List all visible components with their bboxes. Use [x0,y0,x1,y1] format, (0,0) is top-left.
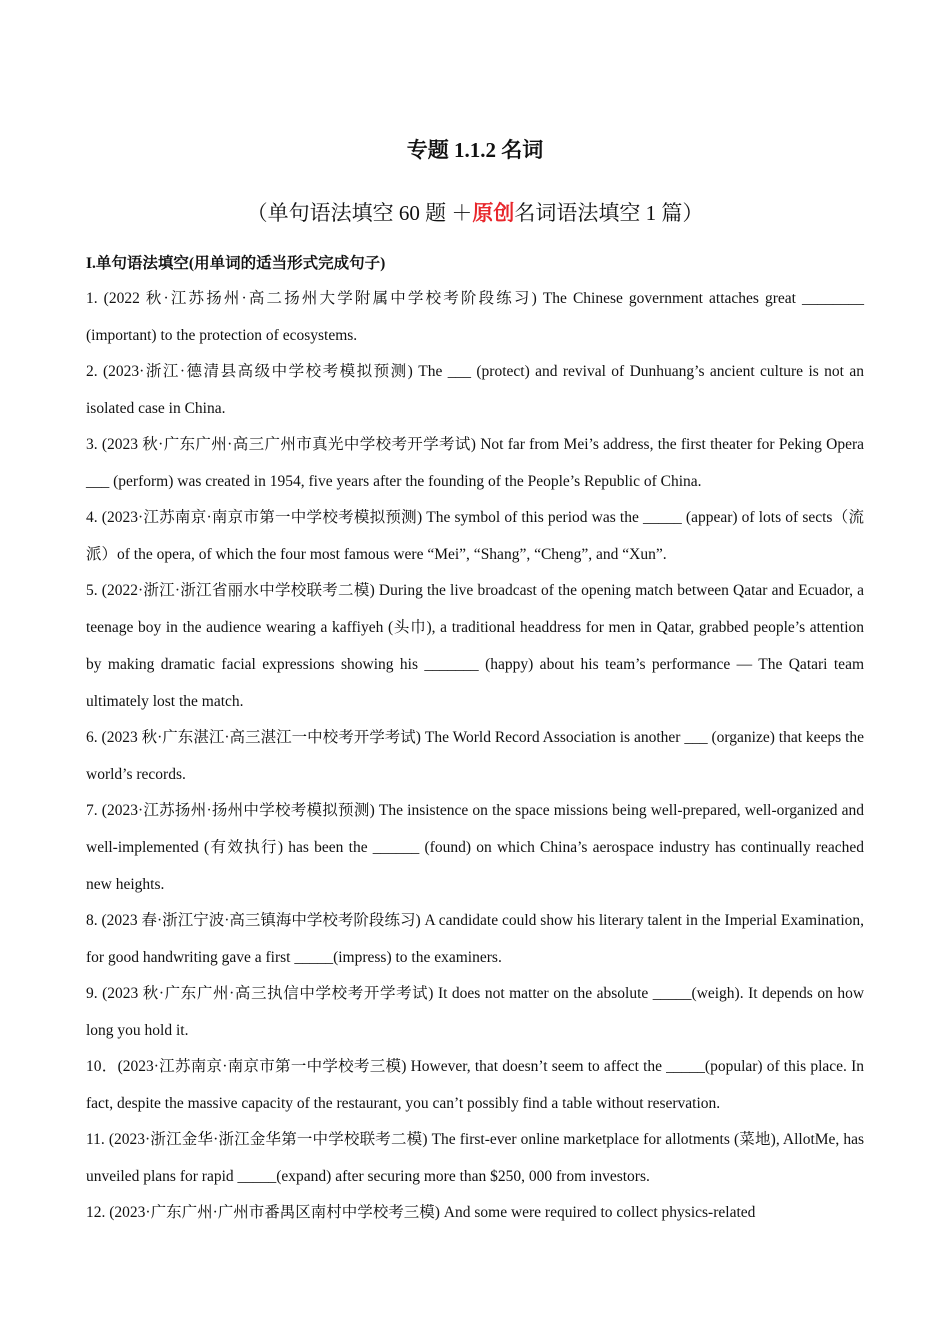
question-item [86,902,864,976]
question-text: And some were required to collect physics-related [443,1204,756,1221]
question-text: The first-ever online marketplace for allotments (菜地), AllotMe, has unveiled plans for rapid _____(expand) after securing more than $250, 000 from investors. [86,1131,865,1185]
question-number: 12. [86,1204,106,1221]
question-item [86,353,864,427]
page-title: 专题 1.1.2 名词 [406,138,544,162]
page-subtitle [86,198,864,228]
question-source: (2023·江苏扬州·扬州中学校考模拟预测) [101,802,375,819]
question-item [86,792,864,903]
question-number: 9. [86,985,98,1002]
question-number: 6. [86,729,98,746]
question-text: A candidate could show his literary talent in the Imperial Examination, for good handwriting gave a first _____(impress) to the examiners. [86,912,865,966]
question-item [86,572,864,720]
question-item [86,1048,864,1122]
question-number: 2. [86,363,98,380]
question-number: 1. [86,290,98,307]
question-source: (2022·浙江·浙江省丽水中学校联考二模) [101,582,375,599]
section-heading: I.单句语法填空(用单词的适当形式完成句子) [86,255,386,272]
question-item [86,280,864,354]
question-source: (2023·江苏南京·南京市第一中学校考模拟预测) [101,509,423,526]
question-list [86,281,864,1231]
question-source: (2023 秋·广东广州·高三广州市真光中学校考开学考试) [101,436,476,453]
question-number: 3. [86,436,98,453]
question-number: 11. [86,1131,105,1148]
question-item [86,426,864,500]
question-number: 5. [86,582,98,599]
question-text: It does not matter on the absolute _____(weigh). It depends on how long you hold it. [86,985,865,1039]
question-item [86,719,864,793]
question-text: Not far from Mei’s address, the first theater for Peking Opera ___ (perform) was created in 1954, five years after the founding of the People’s Republic of China. [86,436,865,490]
question-text: However, that doesn’t seem to affect the _____(popular) of this place. In fact, despite the massive capacity of the restaurant, you can’t possibly find a table without reservation. [86,1058,864,1112]
question-text: During the live broadcast of the opening match between Qatar and Ecuador, a teenage boy in the audience wearing a kaffiyeh (头巾), a traditional headdress for men in Qatar, grabbed people’s attention by making dramatic facial expressions showing his _______ (happy) about his team’s performance — The Qatari team ultimately lost the match. [86,582,865,710]
question-source: (2023·江苏南京·南京市第一中学校考三模) [117,1058,407,1075]
subtitle-prefix: （单句语法填空 60 题 ＋ [246,201,473,225]
question-number: 10． [86,1058,118,1075]
question-item [86,499,864,573]
question-source: (2023 春·浙江宁波·高三镇海中学校考阶段练习) [101,912,421,929]
subtitle-highlight: 原创 [472,201,515,225]
question-number: 7. [86,802,98,819]
question-source: (2023 秋·广东广州·高三执信中学校考开学考试) [102,985,434,1002]
question-text: The ___ (protect) and revival of Dunhuang’s ancient culture is not an isolated case in China. [86,363,864,417]
question-number: 8. [86,912,98,929]
question-item [86,1194,864,1231]
question-source: (2023·浙江·德清县高级中学校考模拟预测) [103,363,413,380]
question-item [86,1121,864,1195]
question-item [86,975,864,1049]
question-source: (2023·浙江金华·浙江金华第一中学校联考二模) [108,1131,428,1148]
question-text: The Chinese government attaches great ________ (important) to the protection of ecosystems. [86,290,864,344]
question-source: (2023 秋·广东湛江·高三湛江一中校考开学考试) [101,729,421,746]
subtitle-suffix: 名词语法填空 1 篇） [514,201,704,225]
question-text: The symbol of this period was the _____ (appear) of lots of sects（流派）of the opera, of which the four most famous were “Mei”, “Shang”, “Cheng”, and “Xun”. [86,509,865,563]
question-source: (2023·广东广州·广州市番禺区南村中学校考三模) [109,1204,440,1221]
question-number: 4. [86,509,98,526]
question-source: (2022 秋·江苏扬州·高二扬州大学附属中学校考阶段练习) [103,290,537,307]
question-text: The insistence on the space missions being well-prepared, well-organized and well-implemented (有效执行) has been the ______ (found) on which China’s aerospace industry has continually reached new heights. [86,802,865,893]
question-text: The World Record Association is another ___ (organize) that keeps the world’s records. [86,729,865,783]
